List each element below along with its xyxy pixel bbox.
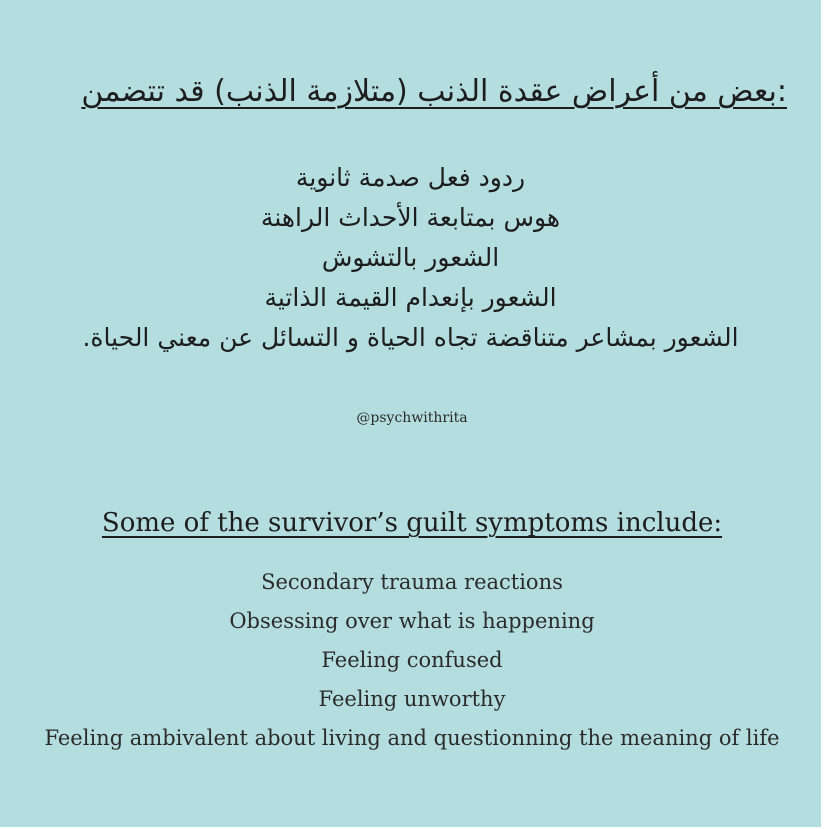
author-handle: @psychwithrita [356, 410, 468, 426]
english-symptom-list [40, 563, 784, 758]
english-symptom-item: Secondary trauma reactions [261, 570, 563, 594]
arabic-heading: :بعض من أعراض عقدة الذنب (متلازمة الذنب) قد تتضمن [81, 74, 787, 109]
arabic-symptom-item: الشعور بالتشوش [321, 243, 500, 272]
arabic-symptom-item: هوس بمتابعة الأحداث الراهنة [260, 203, 561, 232]
english-symptom-item: Feeling unworthy [318, 687, 506, 711]
english-heading: Some of the survivor’s guilt symptoms include: [101, 508, 723, 538]
arabic-symptom-item: ردود فعل صدمة ثانوية [295, 163, 526, 192]
arabic-symptom-item: الشعور بمشاعر متناقضة تجاه الحياة و التسائل عن معني الحياة. [82, 323, 739, 352]
arabic-symptom-list [60, 158, 761, 358]
english-symptom-item: Obsessing over what is happening [229, 609, 595, 633]
english-symptom-item: Feeling ambivalent about living and questionning the meaning of life [44, 726, 780, 750]
arabic-symptom-item: الشعور بإنعدام القيمة الذاتية [264, 283, 557, 312]
english-symptom-item: Feeling confused [321, 648, 503, 672]
